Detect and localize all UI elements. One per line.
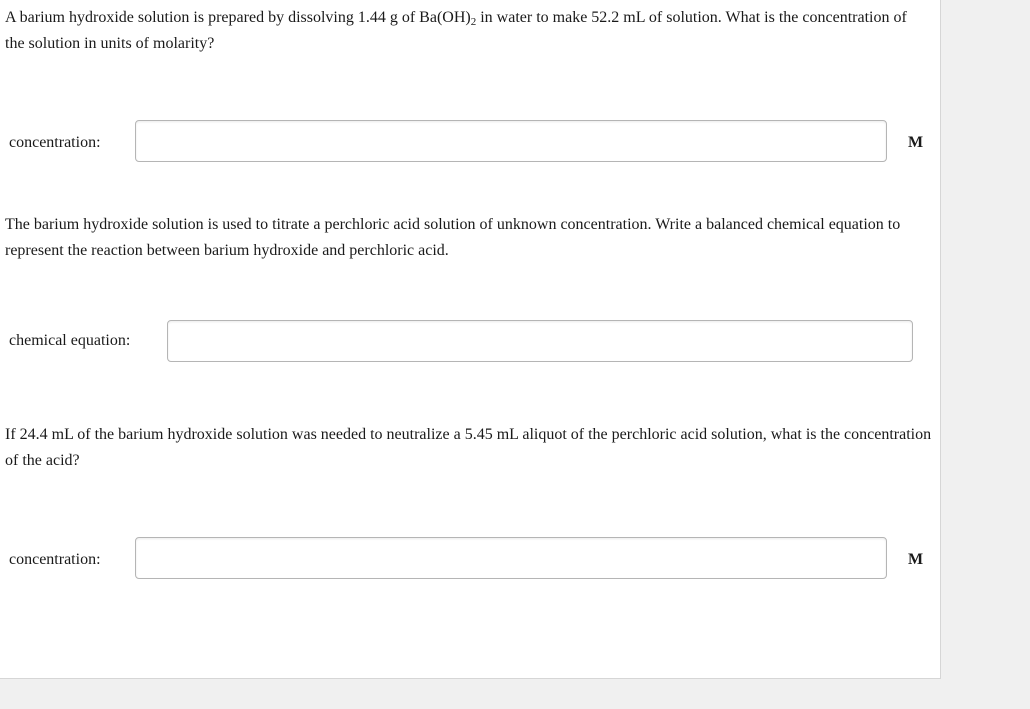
question-1-text [5,5,925,57]
answer-1-row [0,120,940,164]
concentration-label-3: concentration: [9,551,101,568]
answer-3-row [0,537,940,581]
question-2-text: The barium hydroxide solution is used to titrate a perchloric acid solution of unknown concentration. Write a balanced chemical equation to represent the reaction between barium hydroxide and perchloric acid. [5,216,901,259]
chemical-equation-label: chemical equation: [9,332,131,349]
molarity-unit-3: M [908,551,924,568]
concentration-input-3[interactable] [135,537,887,579]
question-1-subscript: 2 [470,16,477,28]
question-1-text-before: A barium hydroxide solution is prepared by dissolving 1.44 g of Ba(OH) [5,9,471,26]
molarity-unit-1: M [908,134,924,151]
question-1-text-after: in water to make 52.2 mL of solution. What is the concentration of the solution in units of molarity? [5,9,907,52]
question-3-text: If 24.4 mL of the barium hydroxide solution was needed to neutralize a 5.45 mL aliquot of the perchloric acid solution, what is the concentration of the acid? [5,426,932,469]
chemical-equation-input[interactable] [167,320,913,362]
concentration-label-1: concentration: [9,134,101,151]
concentration-input-1[interactable] [135,120,887,162]
answer-2-row [0,320,940,364]
